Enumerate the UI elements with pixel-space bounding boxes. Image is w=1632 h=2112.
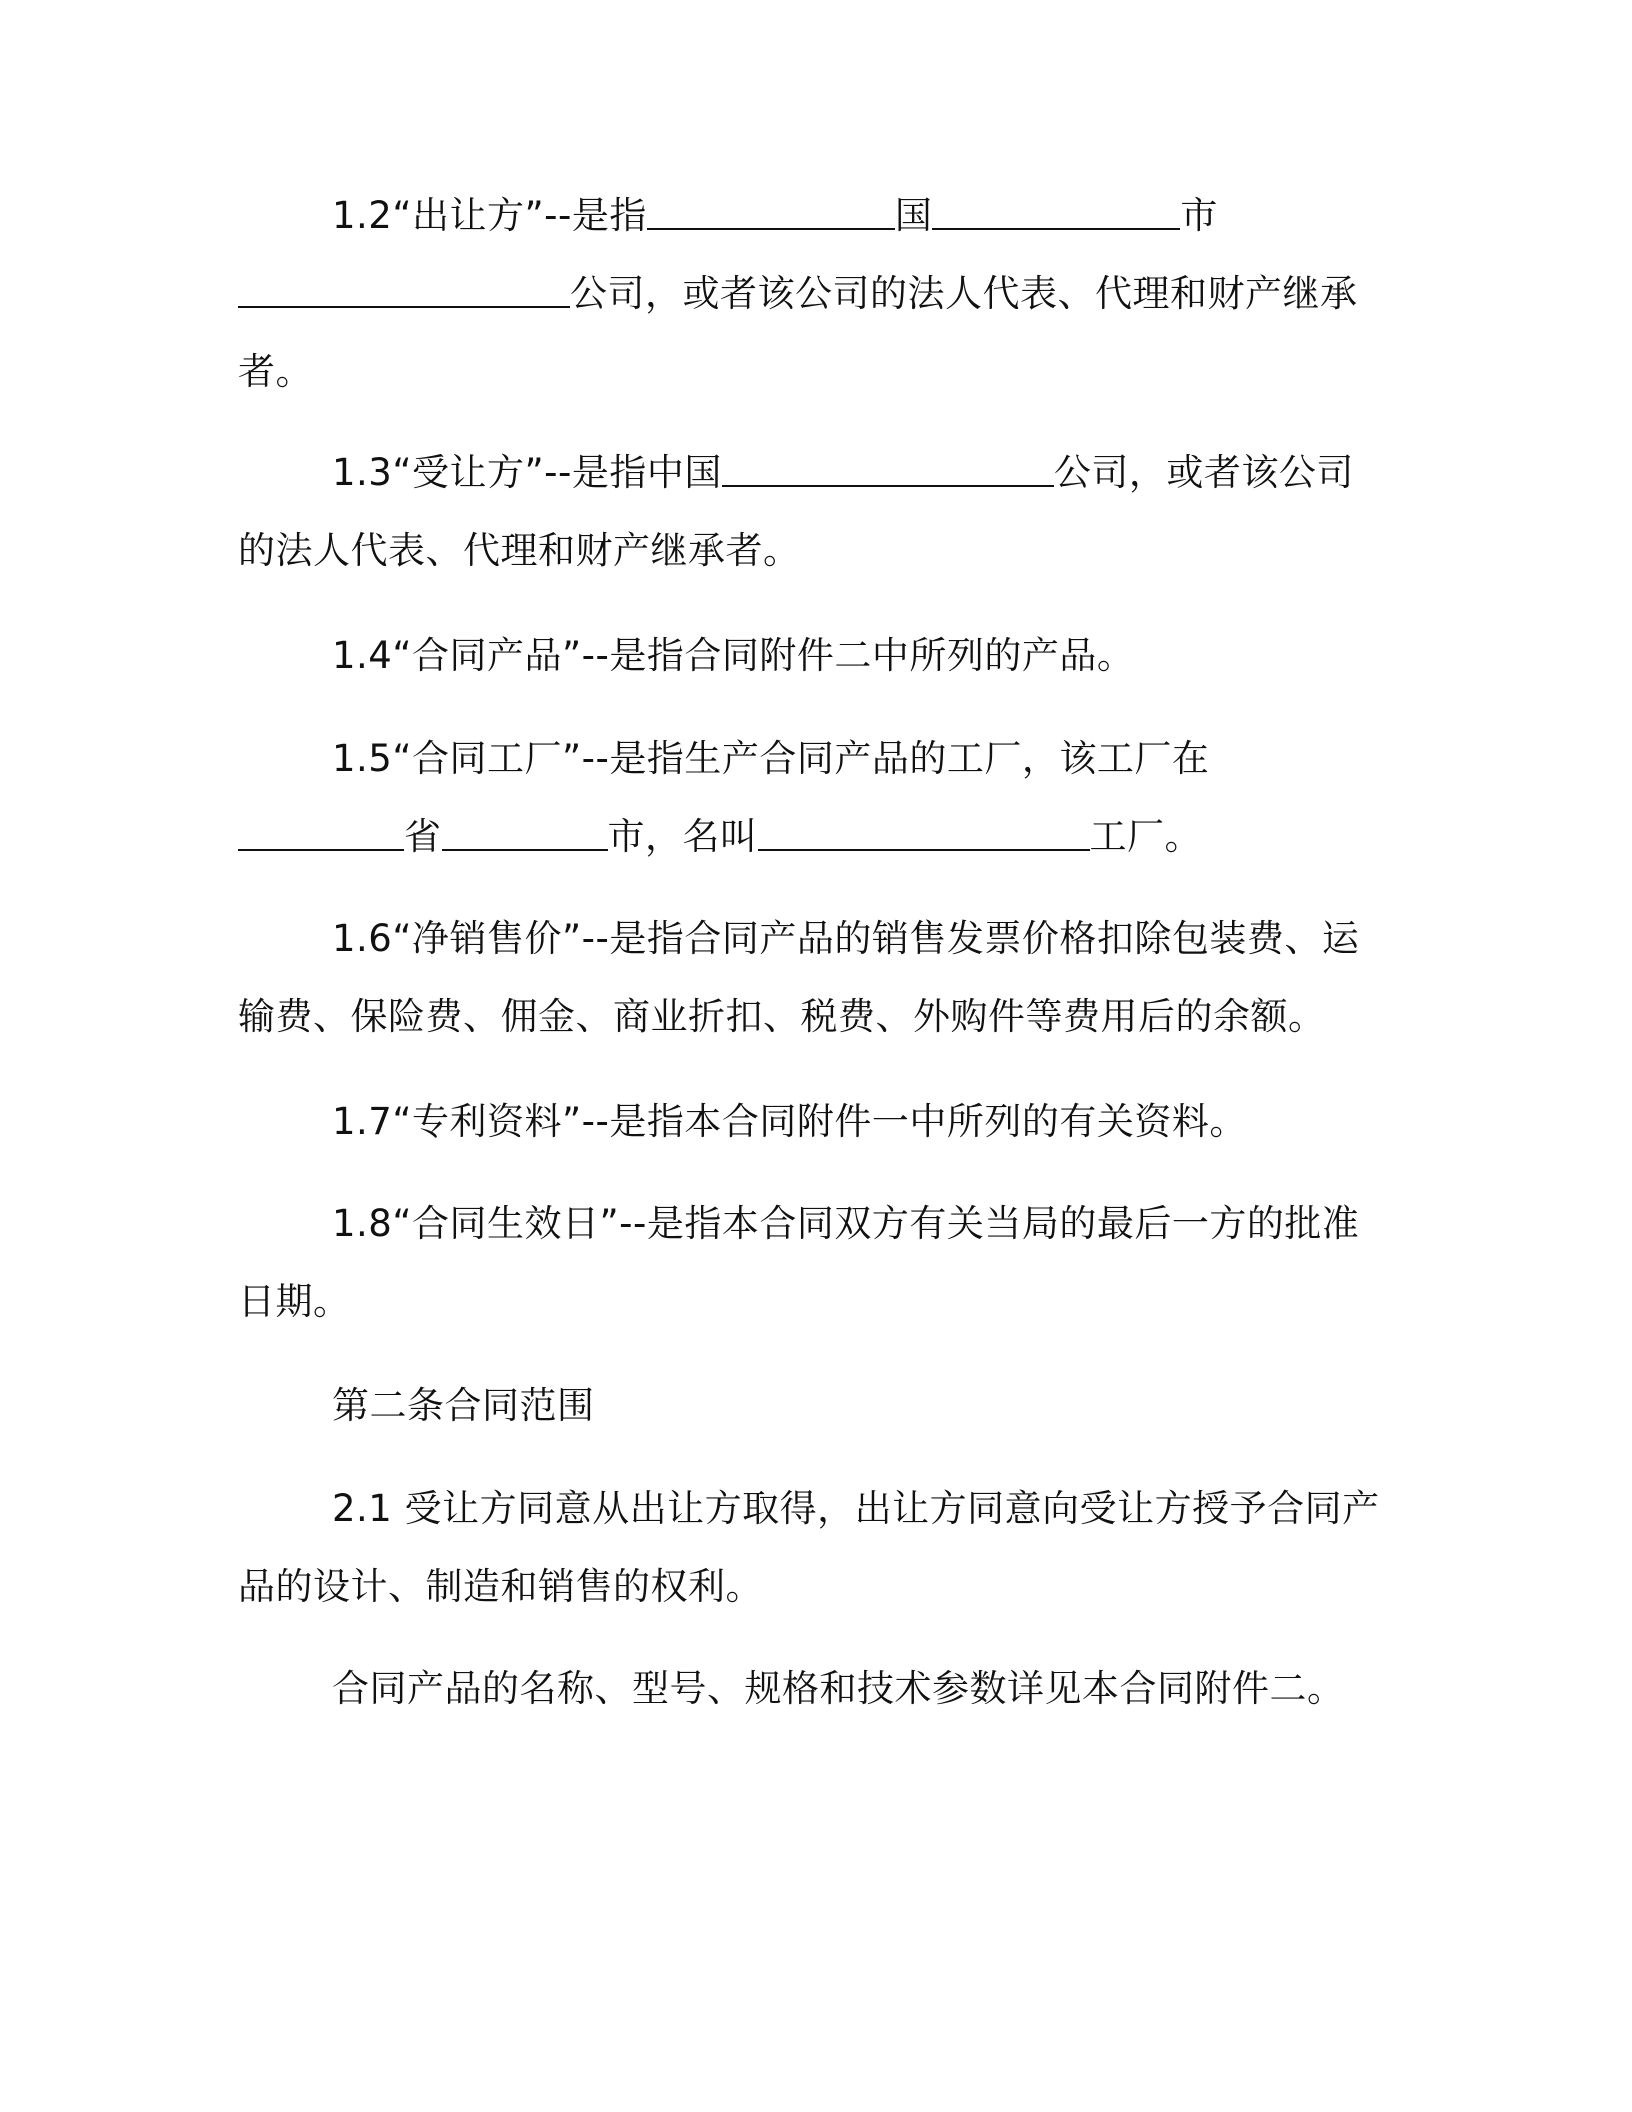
clause-1-8-line-1 (238, 1185, 1388, 1263)
clause-2-1-details-line (238, 1650, 1388, 1728)
article-2-heading (238, 1367, 1388, 1445)
clause-1-6-line-2: 输费、保险费、佣金、商业折扣、税费、外购件等费用后的余额。 (238, 995, 1326, 1038)
clause-2-1-line-1 (238, 1470, 1388, 1548)
clause-1-2-line-2 (238, 255, 1388, 333)
blank-factory-city[interactable] (442, 819, 608, 851)
clause-1-5-text-d: 工厂。 (1089, 815, 1202, 858)
clause-1-2-line-3: 者。 (238, 350, 313, 393)
clause-1-2-line-1 (238, 177, 1388, 255)
clause-1-8-text-a: 1.8“合同生效日”--是指本合同双方有关当局的最后一方的批准 (332, 1202, 1360, 1245)
blank-country[interactable] (647, 198, 895, 230)
clause-1-2 (238, 177, 1388, 411)
clause-2-1-details-text: 合同产品的名称、型号、规格和技术参数详见本合同附件二。 (332, 1667, 1345, 1710)
clause-2-1 (238, 1470, 1388, 1626)
clause-1-5-text-c: 市，名叫 (607, 815, 758, 858)
clause-2-1-line-2: 品的设计、制造和销售的权利。 (238, 1565, 763, 1608)
clause-1-3-line-1 (238, 434, 1388, 512)
clause-1-2-text-d: 公司，或者该公司的法人代表、代理和财产继承 (570, 272, 1358, 315)
article-2-heading-line (238, 1367, 1388, 1445)
clause-1-3-text-a: 1.3“受让方”--是指中国 (332, 451, 722, 494)
clause-1-4-line-1 (238, 617, 1388, 695)
clause-1-8-line-2: 日期。 (238, 1280, 351, 1323)
clause-1-5 (238, 720, 1388, 876)
clause-1-4 (238, 617, 1388, 695)
clause-2-1-details (238, 1650, 1388, 1728)
clause-1-8 (238, 1185, 1388, 1341)
clause-1-5-line-2 (238, 798, 1388, 876)
blank-factory-name[interactable] (758, 819, 1090, 851)
blank-licensor-company[interactable] (238, 276, 570, 308)
clause-1-6 (238, 900, 1388, 1056)
clause-1-5-text-a: 1.5“合同工厂”--是指生产合同产品的工厂，该工厂在 (332, 737, 1210, 780)
clause-1-2-text-b: 国 (894, 194, 933, 237)
clause-1-3 (238, 434, 1388, 590)
clause-1-2-text-a: 1.2“出让方”--是指 (332, 194, 647, 237)
clause-1-6-text-a: 1.6“净销售价”--是指合同产品的销售发票价格扣除包装费、运 (332, 917, 1360, 960)
clause-2-1-text-a: 2.1 受让方同意从出让方取得，出让方同意向受让方授予合同产 (332, 1487, 1380, 1530)
clause-1-3-line-2: 的法人代表、代理和财产继承者。 (238, 529, 801, 572)
blank-province[interactable] (238, 819, 404, 851)
clause-1-5-line-1 (238, 720, 1388, 798)
article-2-heading-text: 第二条合同范围 (332, 1384, 595, 1427)
clause-1-7-line-1 (238, 1083, 1388, 1161)
clause-1-5-text-b: 省 (404, 815, 442, 858)
clause-1-3-text-b: 公司，或者该公司 (1053, 451, 1354, 494)
blank-city[interactable] (932, 198, 1180, 230)
clause-1-7-text: 1.7“专利资料”--是指本合同附件一中所列的有关资料。 (332, 1100, 1247, 1143)
clause-1-4-text: 1.4“合同产品”--是指合同附件二中所列的产品。 (332, 634, 1135, 677)
blank-licensee-company[interactable] (722, 455, 1054, 487)
clause-1-6-line-1 (238, 900, 1388, 978)
clause-1-7 (238, 1083, 1388, 1161)
clause-1-2-text-c: 市 (1180, 194, 1218, 237)
